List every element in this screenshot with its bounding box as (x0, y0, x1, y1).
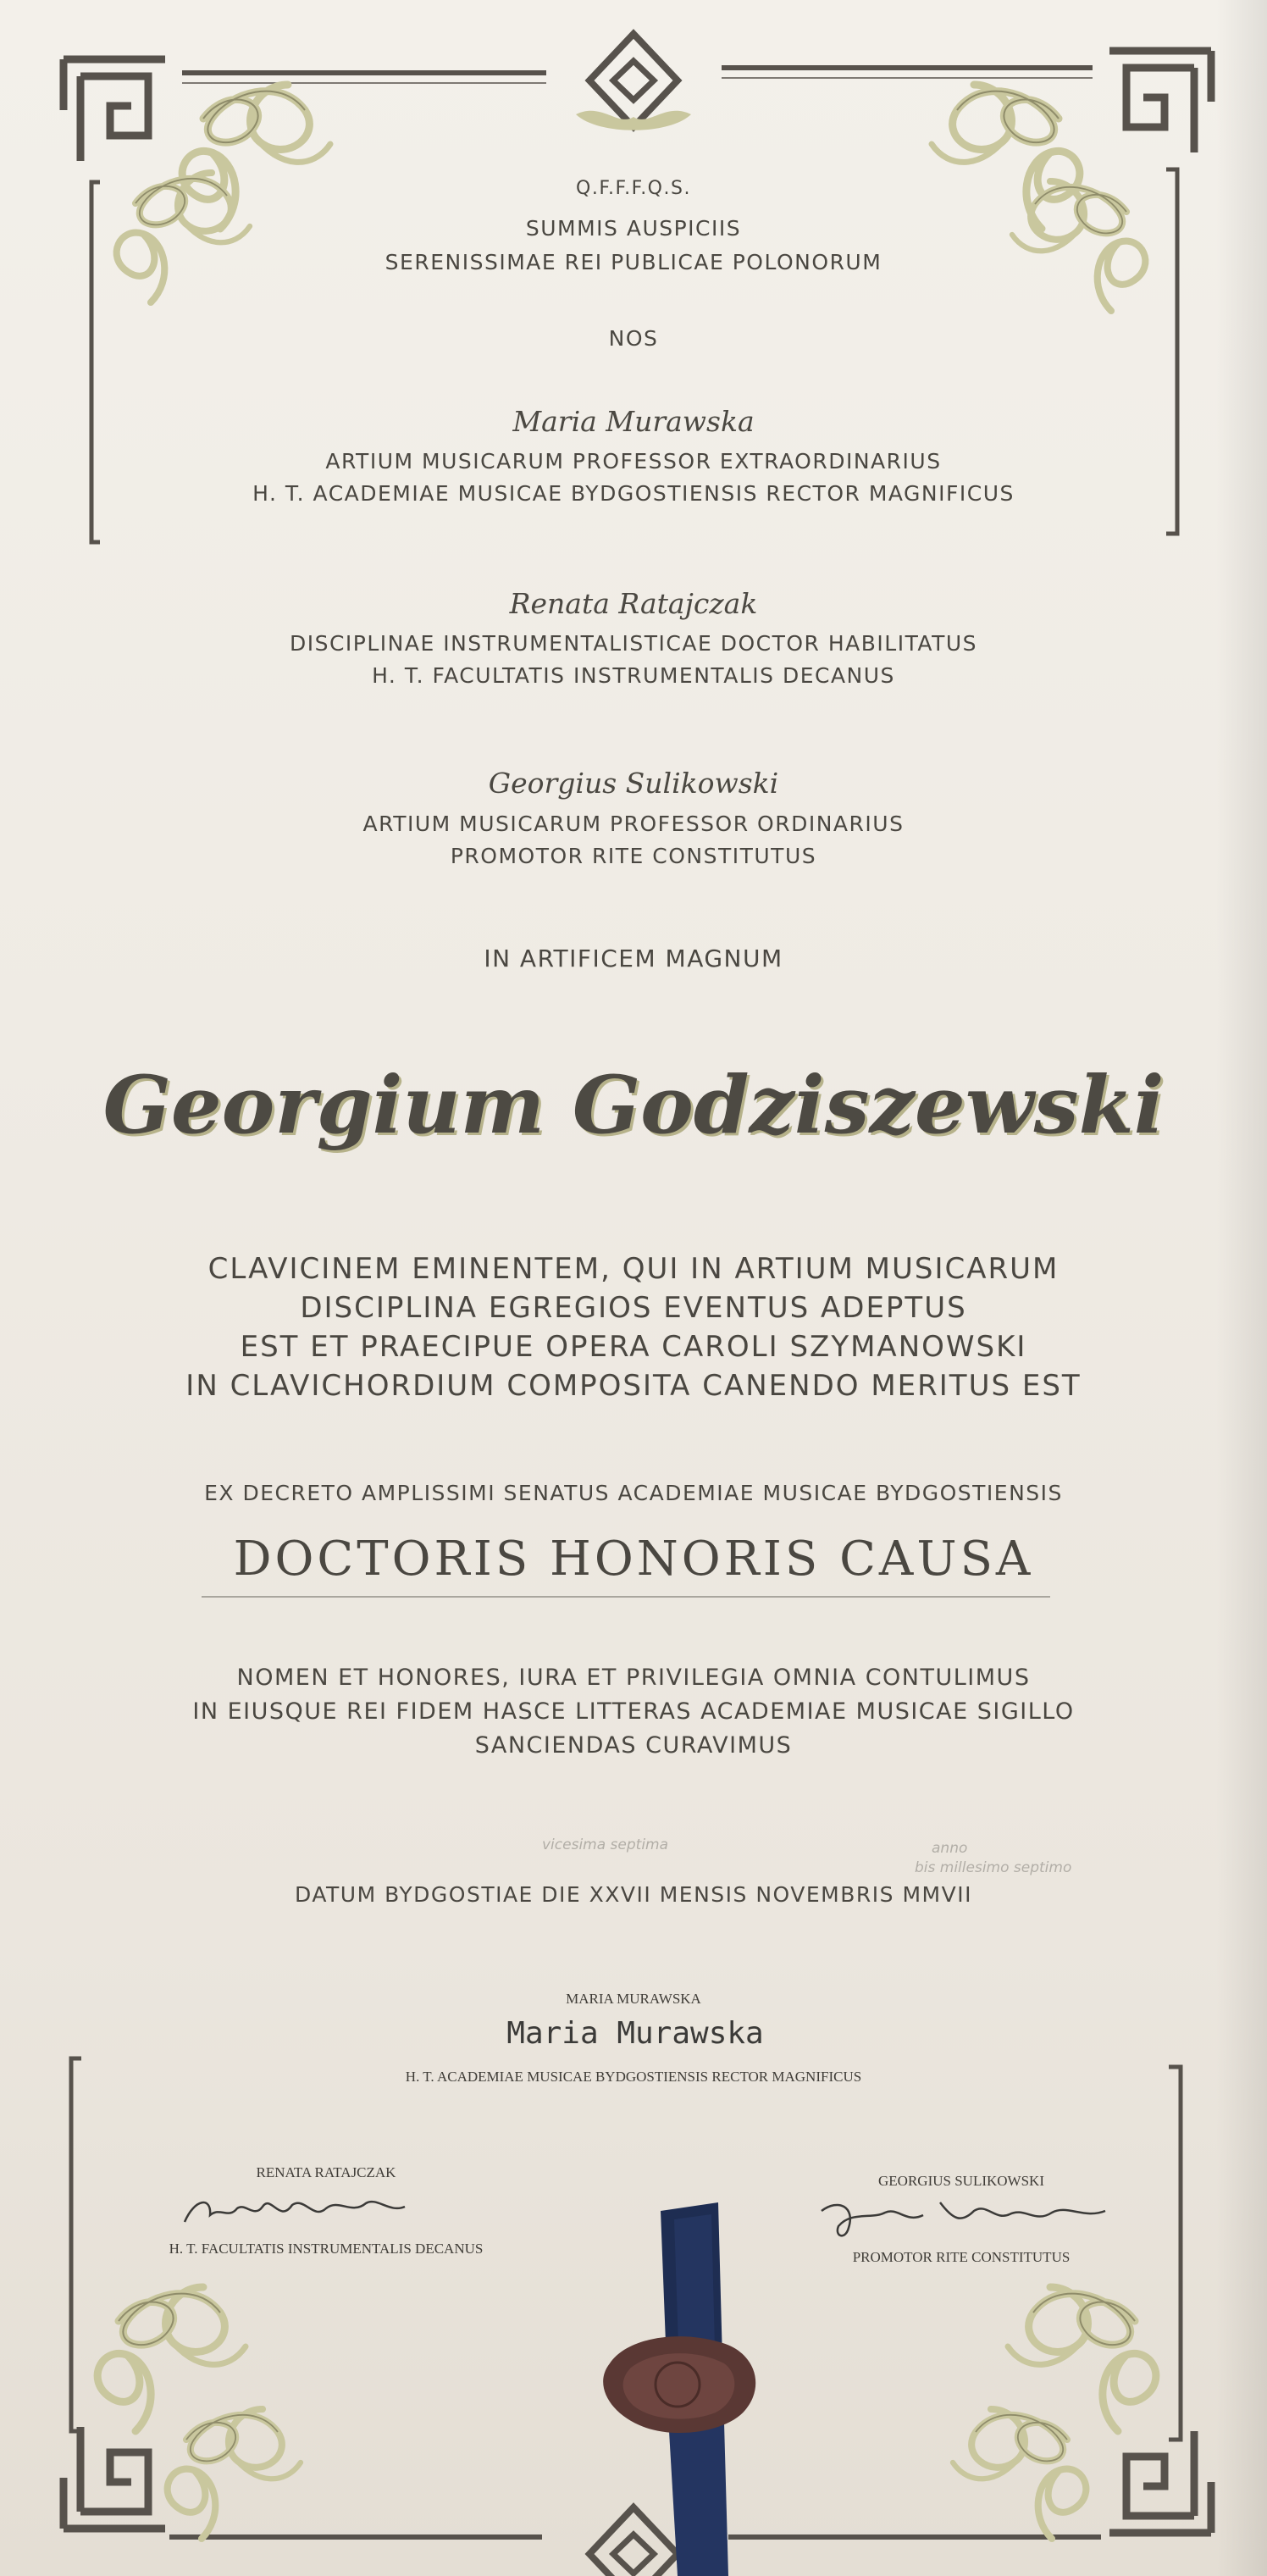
wax-seal-icon (603, 2336, 755, 2433)
decree-line: EX DECRETO AMPLISSIMI SENATUS ACADEMIAE MUSICAE BYDGOSTIENSIS (204, 1481, 1063, 1505)
citation-line-1: CLAVICINEM EMINENTEM, QUI IN ARTIUM MUSICARUM (207, 1252, 1060, 1286)
auspices-line-1: SUMMIS AUSPICIIS (525, 216, 742, 241)
date-line: DATUM BYDGOSTIAE DIE XXVII MENSIS NOVEMBRIS MMVII (295, 1882, 972, 1907)
official-title-promotor-1: ARTIUM MUSICARUM PROFESSOR ORDINARIUS (362, 812, 905, 836)
knot-flourish-icon (1008, 2287, 1156, 2431)
dean-title: H. T. FACULTATIS INSTRUMENTALIS DECANUS (169, 2241, 484, 2257)
official-title-rector-1: ARTIUM MUSICARUM PROFESSOR EXTRAORDINARIUS (325, 449, 942, 474)
promotor-title: PROMOTOR RITE CONSTITUTUS (852, 2249, 1071, 2265)
conferral-line-2: IN EIUSQUE REI FIDEM HASCE LITTERAS ACADEMIAE MUSICAE SIGILLO (192, 1698, 1075, 1725)
rector-printed-name: MARIA MURAWSKA (566, 1991, 701, 2007)
knot-flourish-icon (932, 85, 1080, 229)
knot-flourish-icon (1012, 181, 1145, 311)
pencil-note-year-2: bis millesimo septimo (915, 1859, 1072, 1876)
official-name-rector: Maria Murawska (512, 405, 755, 438)
citation-line-2: DISCIPLINA EGREGIOS EVENTUS ADEPTUS (300, 1291, 967, 1325)
auspices-line-2: SERENISSIMAE REI PUBLICAE POLONORUM (385, 250, 882, 274)
promotor-printed-name: GEORGIUS SULIKOWSKI (878, 2173, 1044, 2189)
motto: Q.F.F.F.Q.S. (576, 178, 691, 199)
knot-flourish-icon (97, 2287, 246, 2431)
degree-title: DOCTORIS HONORIS CAUSA (233, 1532, 1034, 1587)
official-name-promotor: Georgius Sulikowski (488, 767, 779, 800)
knot-flourish-icon (953, 2409, 1086, 2539)
knot-flourish-icon (182, 85, 330, 229)
official-title-rector-2: H. T. ACADEMIAE MUSICAE BYDGOSTIENSIS RECTOR MAGNIFICUS (252, 481, 1015, 506)
official-title-dean-1: DISCIPLINAE INSTRUMENTALISTICAE DOCTOR HABILITATUS (289, 631, 978, 656)
corner-key-ornament-icon (1109, 51, 1211, 152)
rector-title: H. T. ACADEMIAE MUSICAE BYDGOSTIENSIS RECTOR MAGNIFICUS (405, 2069, 862, 2085)
dean-signature (178, 2190, 432, 2232)
dean-printed-name: RENATA RATAJCZAK (256, 2164, 396, 2180)
title-phrase: IN ARTIFICEM MAGNUM (484, 945, 783, 972)
citation-line-3: EST ET PRAECIPUE OPERA CAROLI SZYMANOWSKI (240, 1330, 1027, 1364)
knot-flourish-icon (168, 2409, 301, 2539)
pencil-note-day: vicesima septima (542, 1836, 669, 1853)
pencil-note-year-1: anno (932, 1840, 968, 1857)
corner-key-ornament-icon (64, 59, 165, 161)
citation-line-4: IN CLAVICHORDIUM COMPOSITA CANENDO MERITUS EST (185, 1369, 1082, 1403)
official-title-promotor-2: PROMOTOR RITE CONSTITUTUS (450, 844, 817, 868)
official-title-dean-2: H. T. FACULTATIS INSTRUMENTALIS DECANUS (372, 663, 895, 688)
corner-key-ornament-icon (64, 2427, 165, 2529)
nos: NOS (608, 326, 659, 351)
conferral-line-3: SANCIENDAS CURAVIMUS (474, 1732, 793, 1759)
rector-signature: Maria Murawska (506, 2016, 764, 2051)
corner-key-ornament-icon (1109, 2431, 1211, 2533)
promotor-signature (813, 2194, 1135, 2245)
diamond-ornament-icon (576, 34, 691, 130)
conferral-line-1: NOMEN ET HONORES, IURA ET PRIVILEGIA OMNIA CONTULIMUS (236, 1665, 1031, 1691)
honoree-name: Georgium Godziszewski (102, 1059, 1165, 1152)
diamond-ornament-icon (589, 2507, 678, 2576)
official-name-dean: Renata Ratajczak (509, 587, 758, 620)
